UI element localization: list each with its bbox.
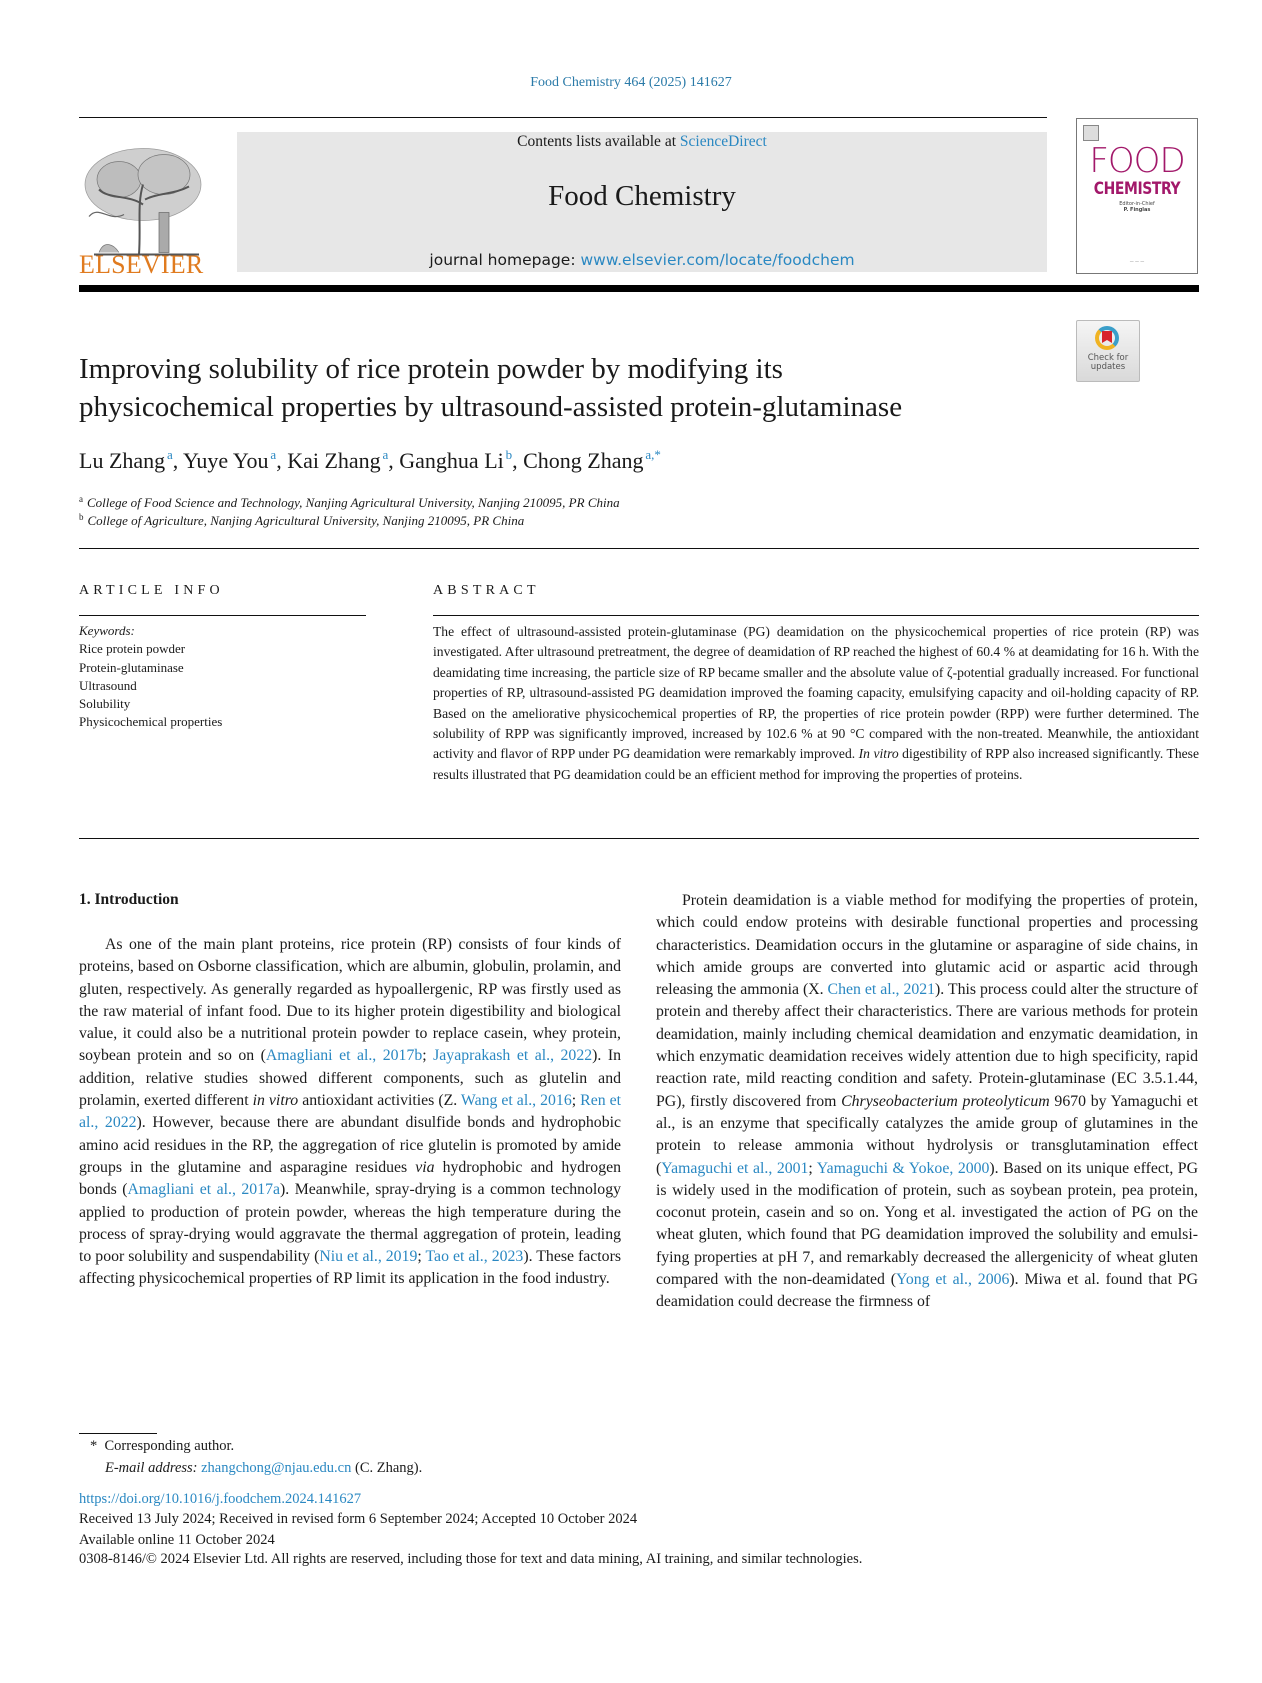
article-title-line2: physicochemical properties by ultrasound-assisted protein-glutaminase (79, 391, 903, 423)
citation-link[interactable]: Amagliani et al., 2017b (265, 1047, 423, 1065)
cover-elsevier-icon (1083, 125, 1099, 141)
citation-link[interactable]: Jayaprakash et al., 2022 (433, 1047, 593, 1065)
text-run: ; (808, 1159, 817, 1177)
footnote-mark: * (90, 1438, 98, 1454)
homepage-line (237, 251, 1047, 269)
text-run: ; (422, 1047, 434, 1065)
affiliation-mark[interactable]: b (505, 447, 513, 462)
check-updates-line2: updates (1090, 362, 1126, 372)
corresponding-author-note (90, 1438, 234, 1455)
publisher-name: ELSEVIER (79, 250, 204, 279)
email-link[interactable]: zhangchong@njau.edu.cn (201, 1460, 352, 1476)
journal-homepage-link[interactable]: www.elsevier.com/locate/foodchem (580, 251, 855, 269)
cover-editor-name: P. Finglas (1123, 207, 1151, 213)
affiliation (79, 494, 620, 511)
text-run: ). Miwa et al. found that PG deamidation could decrease the firmness of (656, 1271, 1198, 1311)
sciencedirect-link[interactable]: ScienceDirect (679, 133, 767, 150)
text-run: ; (571, 1092, 581, 1110)
running-head[interactable]: Food Chemistry 464 (2025) 141627 (530, 75, 732, 90)
footnote-text: Corresponding author. (104, 1438, 235, 1454)
citation-link[interactable]: Yamaguchi & Yokoe, 2000 (816, 1159, 990, 1177)
check-updates-line1: Check for (1087, 353, 1129, 363)
abstract-text-part: digestibility of RPP also increased significantly. These results illustrated that PG deamidation could be an efficient method for improving the properties of proteins. (433, 746, 1199, 782)
citation-link[interactable]: Yong et al., 2006 (896, 1271, 1010, 1289)
abstract-rule (433, 615, 1199, 616)
masthead-thick-rule (79, 285, 1199, 292)
author-name[interactable]: Ganghua Li (399, 448, 504, 473)
body-column-left (79, 934, 621, 1291)
keywords-label: Keywords: (79, 623, 135, 638)
paragraph (656, 890, 1198, 1314)
text-run: ). Meanwhile, spray-drying is a common technology applied to production of protein powder, whereas the high temperature during the process of spray-drying would aggravate the thermal aggregation of protein, leading to poor solubility and suspendability ( (79, 1181, 621, 1266)
body-column-right (656, 890, 1198, 1314)
paragraph (79, 934, 621, 1291)
top-rule (79, 117, 1047, 118)
text-run: ). These factors affecting physicochemical properties of RP limit its application in the food industry. (79, 1248, 621, 1288)
keyword: Physicochemical properties (79, 714, 223, 730)
article-info-rule (79, 615, 366, 616)
affiliation-mark[interactable]: a (270, 447, 277, 462)
section-heading-introduction: 1. Introduction (79, 891, 179, 908)
article-title-line1: Improving solubility of rice protein powder by modifying its (79, 353, 783, 385)
affiliation (79, 512, 524, 529)
text-run: ). This process could alter the structure of protein and thereby affect their characteristics. There are various methods for protein deamidation, mainly including chemical deamidation and enzymatic deamidation, in which enzymatic deamidation receives widely attention due to high specificity, rapid reaction rate, mild reacting condition and safety. Protein-glutaminase (EC 3.5.1.44, PG), firstly discovered from (656, 981, 1198, 1110)
abstract-text-part: The effect of ultrasound-assisted protein-glutaminase (PG) deamidation on the physicochemical properties of rice protein (RP) was investigated. After ultrasound pretreatment, the degree of deamidation of RP reached the highest of 60.4 % at deamidating for 16 h. With the deamidating time increasing, the particle size of RP became smaller and the absolute value of ζ-potential gradually increased. For functional properties of RP, ultrasound-assisted PG deamidation improved the foaming capacity, emulsifying capacity and oil-holding capacity of RP. Based on the ameliorative physicochemical properties of RP, the properties of rice protein powder (RPP) were further determined. The solubility of RPP was significantly improved, increased by 102.6 % at 90 °C compared with the non-treated. Meanwhile, the antioxidant activity and flavor of RPP under PG deamidation were remarkably improved. (433, 624, 1199, 762)
citation-link[interactable]: Tao et al., 2023 (425, 1248, 524, 1266)
text-run: antioxidant activities (Z. (298, 1092, 461, 1110)
affiliation-mark: b (79, 512, 84, 522)
text-run: ). In addition, relative studies showed different components, such as glutelin and prolamin, exerted different (79, 1047, 621, 1110)
homepage-prefix: journal homepage: (429, 251, 581, 269)
affiliation-mark[interactable]: a,* (645, 447, 661, 462)
footnote-rule (79, 1433, 157, 1434)
contents-line (237, 133, 1047, 151)
text-run: As one of the main plant proteins, rice protein (RP) consists of four kinds of proteins, based on Osborne classification, which are albumin, globulin, prolamin, and gluten, respectively. As generally regarded as hypoallergenic, RP was firstly used as the raw material of infant food. Due to its higher protein digestibility and biological value, it could also be a nutritional protein powder to replace casein, whey protein, soybean protein and so on ( (79, 936, 621, 1065)
cover-title-chemistry: CHEMISTRY (1093, 179, 1181, 199)
abstract-italic: In vitro (858, 746, 899, 762)
affiliation-text: College of Agriculture, Nanjing Agricultural University, Nanjing 210095, PR China (87, 513, 525, 528)
journal-name: Food Chemistry (548, 180, 736, 212)
author-list: Lu Zhang $^a$, Yuye You $^a$, Kai Zhang $^a$, Ganghua Li $^b$, Chong Zhang $^{a,*}$ (79, 447, 661, 473)
text-run: hydrophobic and hydrogen bonds ( (79, 1158, 621, 1199)
cover-footer: — — — (1129, 259, 1145, 264)
title-separator-rule (79, 548, 1199, 549)
text-run: 9670 by Yamaguchi et al., is an enzyme that specifically catalyzes the amide group of glutamines in the protein to release ammonia without hydrolysis or transglutamination effect ( (656, 1092, 1198, 1177)
article-info-heading: ARTICLE INFO (79, 583, 224, 598)
cover-editor-line: Editor-in-Chief (1119, 201, 1155, 207)
affiliation-mark: a (79, 494, 83, 504)
citation-link[interactable]: Niu et al., 2019 (319, 1248, 418, 1266)
copyright-notice: 0308-8146/© 2024 Elsevier Ltd. All rights are reserved, including those for text and data mining, AI training, and similar technologies. (79, 1551, 863, 1567)
keyword: Ultrasound (79, 677, 137, 693)
text-run: ). Based on its unique effect, PG is widely used in the modification of protein, such as soybean protein, pea protein, coconut protein, casein and so on. Yong et al. investigated the action of PG on the wheat gluten, which found that PG deamidation improved the solubility and emulsifying properties at pH 7, and remarkably decreased the allergenicity of wheat gluten compared with the non-deamidated ( (656, 1159, 1199, 1289)
keyword: Solubility (79, 696, 131, 712)
author-name[interactable]: Kai Zhang (287, 448, 381, 473)
keyword: Protein-glutaminase (79, 659, 184, 675)
text-run: ). However, because there are abundant disulfide bonds and hydrophobic amino acid residues in the RP, the aggregation of rice glutelin is promoted by amide groups in the glutamine and asparagine residues (79, 1114, 621, 1176)
cover-title-food: FOOD (1089, 141, 1185, 181)
contents-prefix: Contents lists available at (517, 133, 680, 150)
citation-link[interactable]: Ren et al., 2022 (79, 1092, 622, 1132)
author-name[interactable]: Lu Zhang (79, 448, 166, 473)
check-for-updates-button[interactable] (1076, 320, 1140, 382)
italic-run: Chryseobacterium proteolyticum (841, 1092, 1050, 1110)
author-name[interactable]: Yuye You (182, 448, 269, 473)
author-name[interactable]: Chong Zhang (523, 448, 644, 473)
citation-link[interactable]: Yamaguchi et al., 2001 (661, 1159, 809, 1177)
received-dates: Received 13 July 2024; Received in revised form 6 September 2024; Accepted 10 October 2024 (79, 1511, 638, 1527)
email-label: E-mail address: (105, 1460, 198, 1476)
email-suffix: (C. Zhang). (351, 1460, 423, 1476)
italic-run: via (415, 1158, 435, 1176)
keyword: Rice protein powder (79, 641, 186, 657)
email-note (105, 1460, 422, 1477)
citation-link[interactable]: Chen et al., 2021 (827, 981, 936, 999)
abstract-bottom-rule (79, 838, 1199, 839)
article-title (79, 350, 1039, 426)
check-updates-label (1077, 354, 1139, 372)
affiliation-mark[interactable]: a (167, 447, 173, 462)
doi-link[interactable]: https://doi.org/10.1016/j.foodchem.2024.141627 (79, 1491, 362, 1507)
abstract-text (433, 622, 1199, 785)
affiliation-mark[interactable]: a (382, 447, 389, 462)
available-online-date: Available online 11 October 2024 (79, 1532, 275, 1548)
text-run: Protein deamidation is a viable method for modifying the properties of protein, which could endow proteins with desirable functional properties and processing characteristics. Deamidation occurs in the glutamine or asparagine of side chains, in which amide groups are converted into glutamic acid or aspartic acid through releasing the ammonia (X. (656, 892, 1198, 999)
cover-editor (1077, 201, 1197, 213)
affiliation-text: College of Food Science and Technology, Nanjing Agricultural University, Nanjing 210095, PR China (87, 495, 620, 510)
keywords-list (79, 622, 222, 732)
journal-cover-thumbnail[interactable] (1076, 118, 1198, 274)
abstract-heading: ABSTRACT (433, 583, 540, 598)
text-run: ; (417, 1248, 426, 1266)
italic-run: in vitro (252, 1092, 299, 1110)
citation-link[interactable]: Wang et al., 2016 (460, 1092, 572, 1110)
citation-link[interactable]: Amagliani et al., 2017a (127, 1181, 281, 1199)
